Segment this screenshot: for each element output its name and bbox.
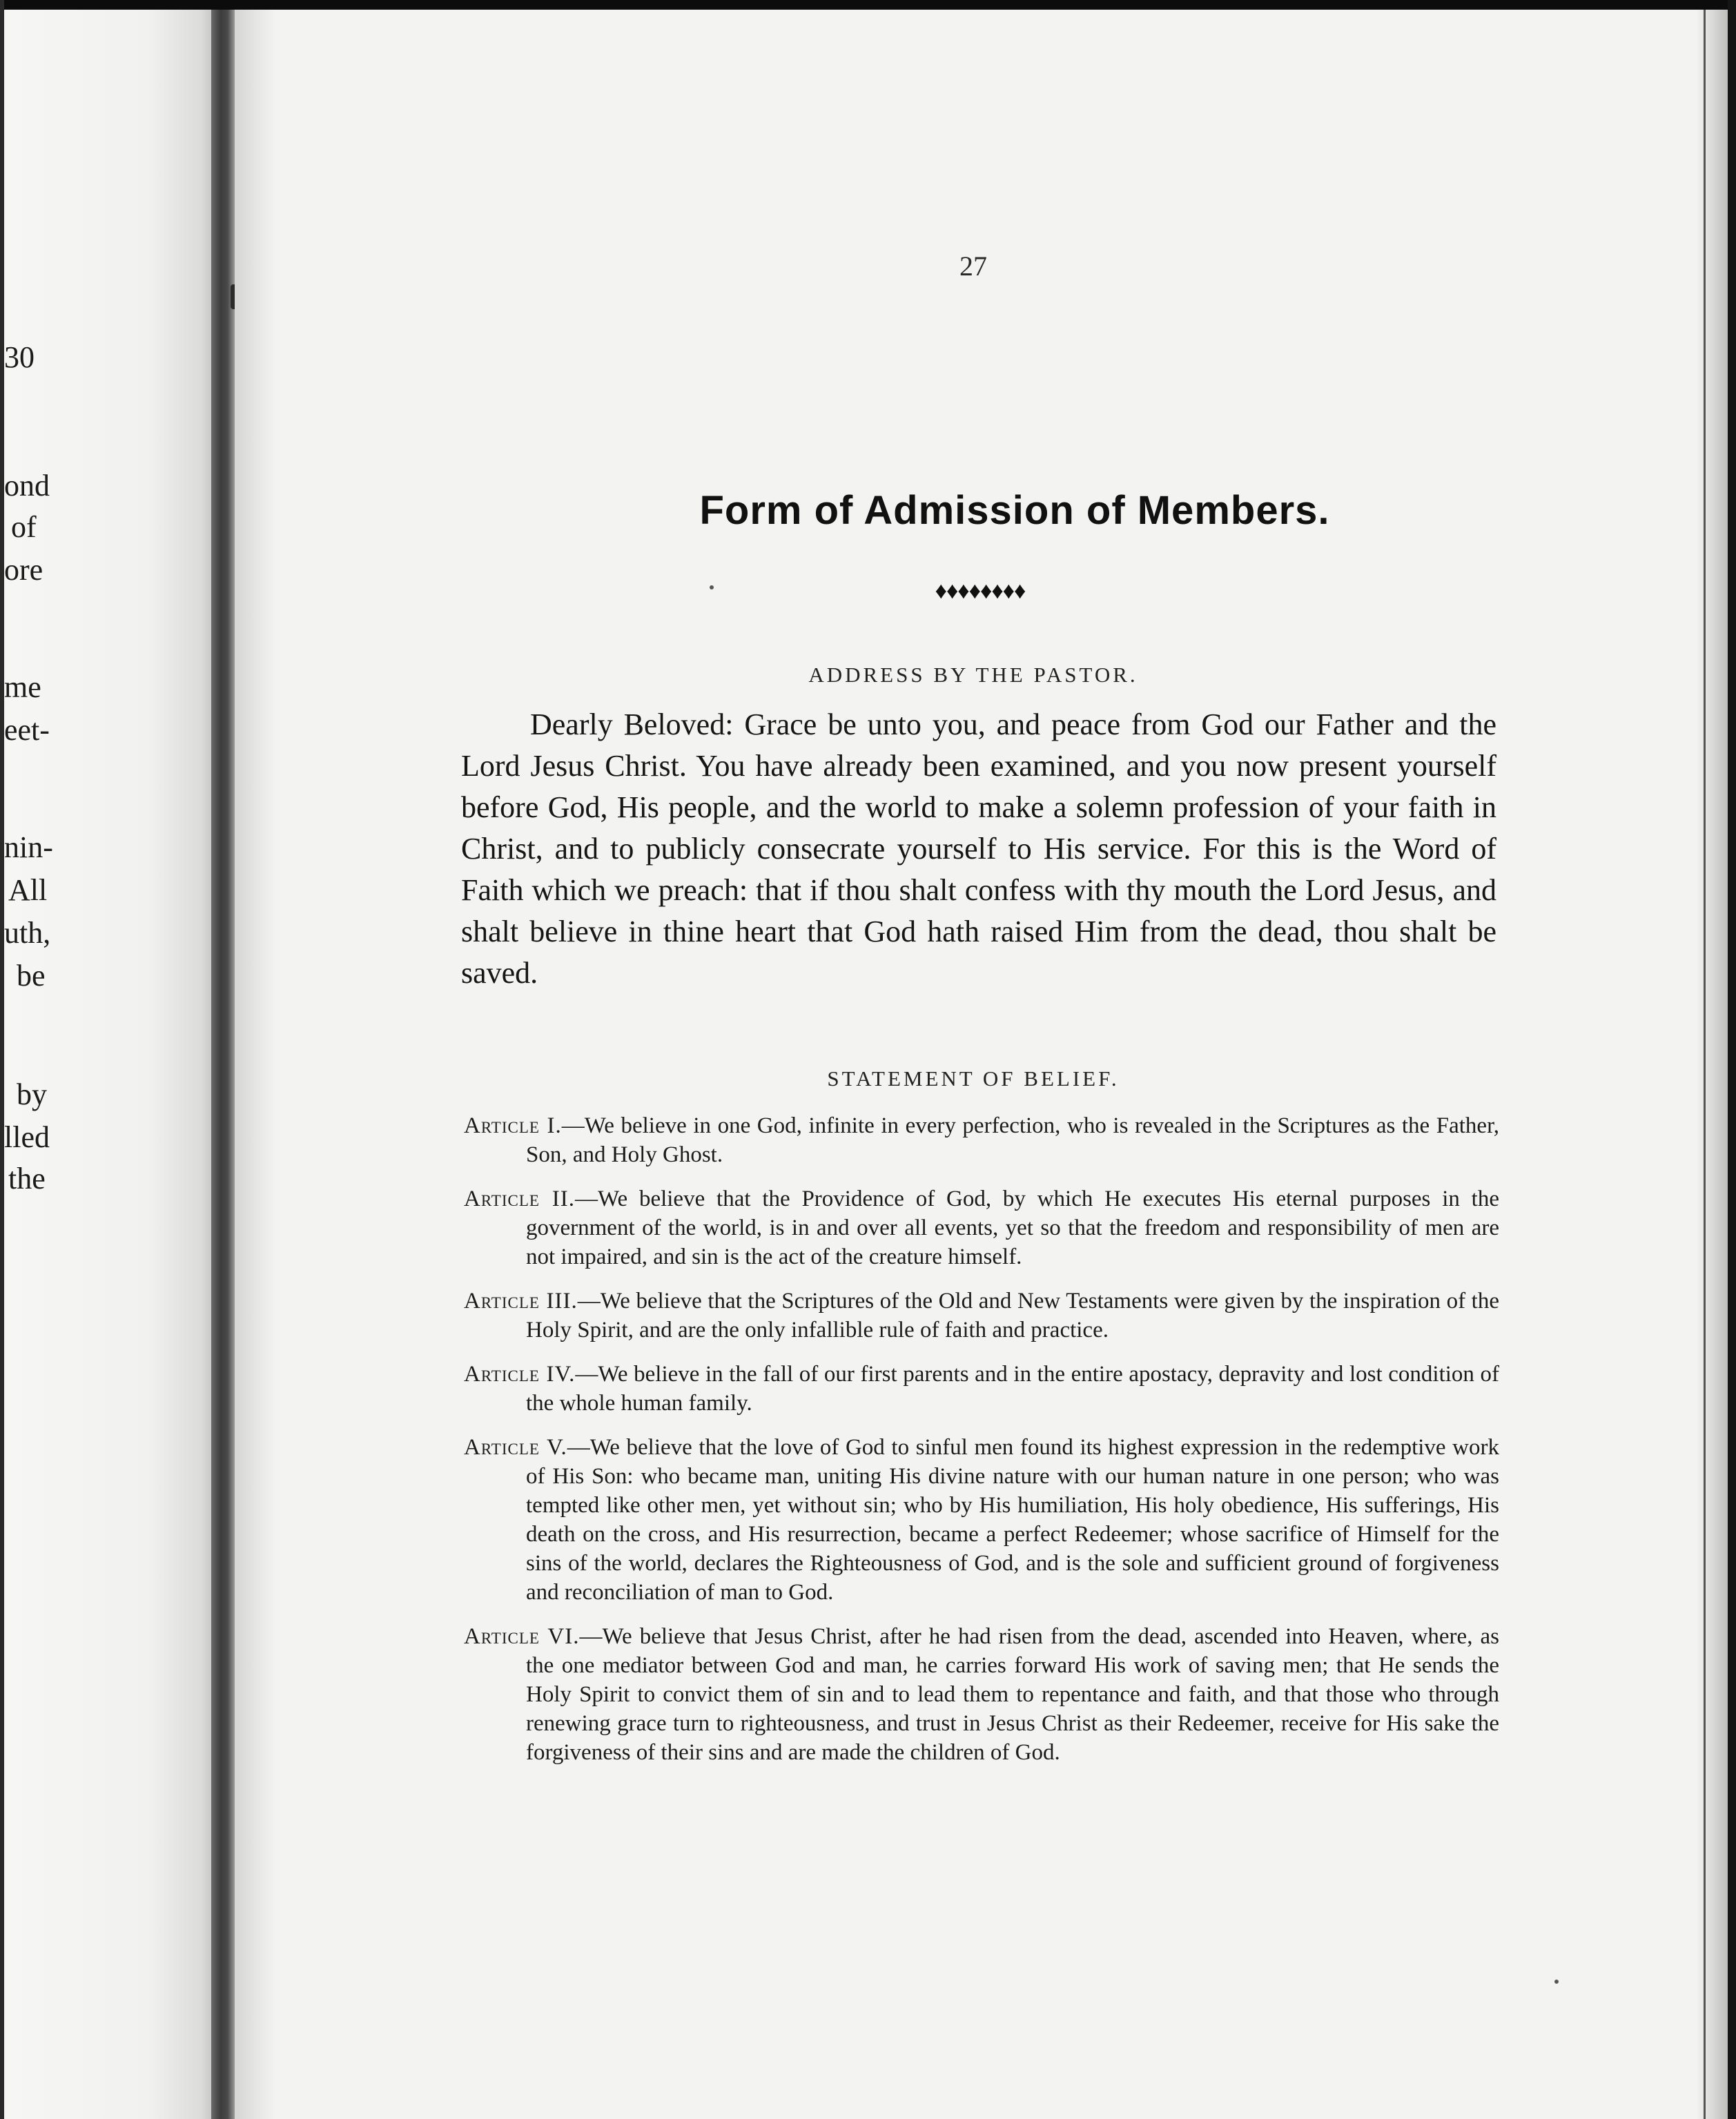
page-edge — [1696, 10, 1728, 2119]
left-facing-page — [4, 10, 211, 2119]
address-paragraph: Dearly Beloved: Grace be unto you, and peace from God our Father and the Lord Jesus Christ. You have already been examined, and you now present yourself before God, His people, and the world to make a solemn profession of your faith in Christ, and to publicly consecrate yourself to His service. For this is the Word of Faith which we preach: that if thou shalt confess with thy mouth the Lord Jesus, and shalt believe in thine heart that God hath raised Him from the dead, thou shalt be saved. — [461, 707, 1496, 990]
address-heading: ADDRESS BY THE PASTOR. — [808, 663, 1138, 687]
left-page-line: by — [17, 1077, 47, 1111]
article-label: Article IV. — [464, 1362, 576, 1387]
book-spine — [211, 10, 235, 2119]
left-page-line: uth, — [4, 916, 51, 950]
left-page-line: All — [8, 873, 48, 907]
article-text: We believe in the fall of our first parents and in the entire apostacy, depravity and lost condition of the whole human family. — [526, 1362, 1499, 1416]
article-1: Article I.—We believe in one God, infinite in every perfection, who is revealed in the Scriptures as the Father, Son, and Holy Ghost. — [464, 1113, 1499, 1167]
article-label: Article V. — [464, 1435, 567, 1460]
left-page-line: be — [17, 959, 46, 993]
article-2: Article II.—We believe that the Providence of God, by which He executes His eternal purposes in the government of the world, is in and over all events, yet so that the freedom and responsibility of men are not impaired, and sin is the act of the creature himself. — [464, 1187, 1500, 1269]
scan-border-top — [0, 0, 1736, 10]
left-page-line: eet- — [4, 713, 50, 747]
scan-border-right — [1728, 0, 1736, 2119]
diamond-ornament: ♦♦♦♦♦♦♦♦ — [935, 578, 1026, 604]
article-label: Article I. — [464, 1113, 562, 1138]
statement-heading: STATEMENT OF BELIEF. — [827, 1066, 1120, 1091]
article-text: We believe in one God, infinite in every perfection, who is revealed in the Scriptures as the Father, Son, and Holy Ghost. — [526, 1113, 1499, 1167]
articles-list — [464, 1111, 1499, 1782]
article-label: Article VI. — [464, 1624, 580, 1649]
scan-speck — [710, 585, 714, 589]
left-page-line: me — [4, 670, 41, 704]
gutter-shadow — [235, 10, 276, 2119]
article-4: Article IV.—We believe in the fall of our first parents and in the entire apostacy, depravity and lost condition of the whole human family. — [464, 1362, 1499, 1416]
left-page-line: ond — [4, 469, 50, 502]
left-page-line: the — [8, 1162, 46, 1195]
left-page-line: nin- — [4, 830, 53, 864]
article-text: We believe that Jesus Christ, after he had risen from the dead, ascended into Heaven, where, as the one mediator between God and man, he carries forward His work of saving men; that He sends the Holy Spirit to convict them of sin and to lead them to repentance and faith, and that those who through renewing grace turn to righteousness, and trust in Jesus Christ as their Redeemer, receive for His sake the forgiveness of their sins and are made the children of God. — [526, 1624, 1499, 1765]
article-text: We believe that the Scriptures of the Old and New Testaments were given by the inspiration of the Holy Spirit, and are the only infallible rule of faith and practice. — [526, 1289, 1499, 1342]
page-number: 27 — [959, 251, 987, 282]
page-edge-line — [1704, 10, 1706, 2119]
article-text: We believe that the love of God to sinful men found its highest expression in the redemptive work of His Son: who became man, uniting His divine nature with our human nature in one person; who was tempted like other men, yet without sin; who by His humiliation, His holy obedience, His sufferings, His death on the cross, and His resurrection, became a perfect Redeemer; whose sacrifice of Himself for the sins of the world, declares the Righteousness of God, and is the sole and sufficient ground of forgiveness and reconciliation of man to God. — [526, 1435, 1499, 1605]
left-page-line: of — [11, 510, 37, 544]
article-3: Article III.—We believe that the Scriptures of the Old and New Testaments were given by the inspiration of the Holy Spirit, and are the only infallible rule of faith and practice. — [464, 1289, 1499, 1342]
left-page-line: ore — [4, 553, 43, 587]
article-label: Article II. — [464, 1187, 575, 1211]
left-page-line: 30 — [4, 340, 35, 374]
left-page-line: lled — [4, 1120, 50, 1154]
article-6: Article VI.—We believe that Jesus Christ, after he had risen from the dead, ascended into Heaven, where, as the one mediator between God and man, he carries forward His work of saving men; that He sends the Holy Spirit to convict them of sin and to lead them to repentance and faith, and that those who through renewing grace turn to righteousness, and trust in Jesus Christ as their Redeemer, receive for His sake the forgiveness of their sins and are made the children of God. — [464, 1624, 1499, 1765]
article-5: Article V.—We believe that the love of God to sinful men found its highest expression in the redemptive work of His Son: who became man, uniting His divine nature with our human nature in one person; who was tempted like other men, yet without sin; who by His humiliation, His holy obedience, His sufferings, His death on the cross, and His resurrection, became a perfect Redeemer; whose sacrifice of Himself for the sins of the world, declares the Righteousness of God, and is the sole and sufficient ground of forgiveness and reconciliation of man to God. — [464, 1435, 1499, 1605]
article-text: We believe that the Providence of God, by which He executes His eternal purposes in the government of the world, is in and over all events, yet so that the freedom and responsibility of men are not impaired, and sin is the act of the creature himself. — [526, 1187, 1500, 1269]
article-label: Article III. — [464, 1289, 578, 1314]
scan-speck — [1554, 1980, 1559, 1984]
page-title: Form of Admission of Members. — [699, 488, 1330, 533]
